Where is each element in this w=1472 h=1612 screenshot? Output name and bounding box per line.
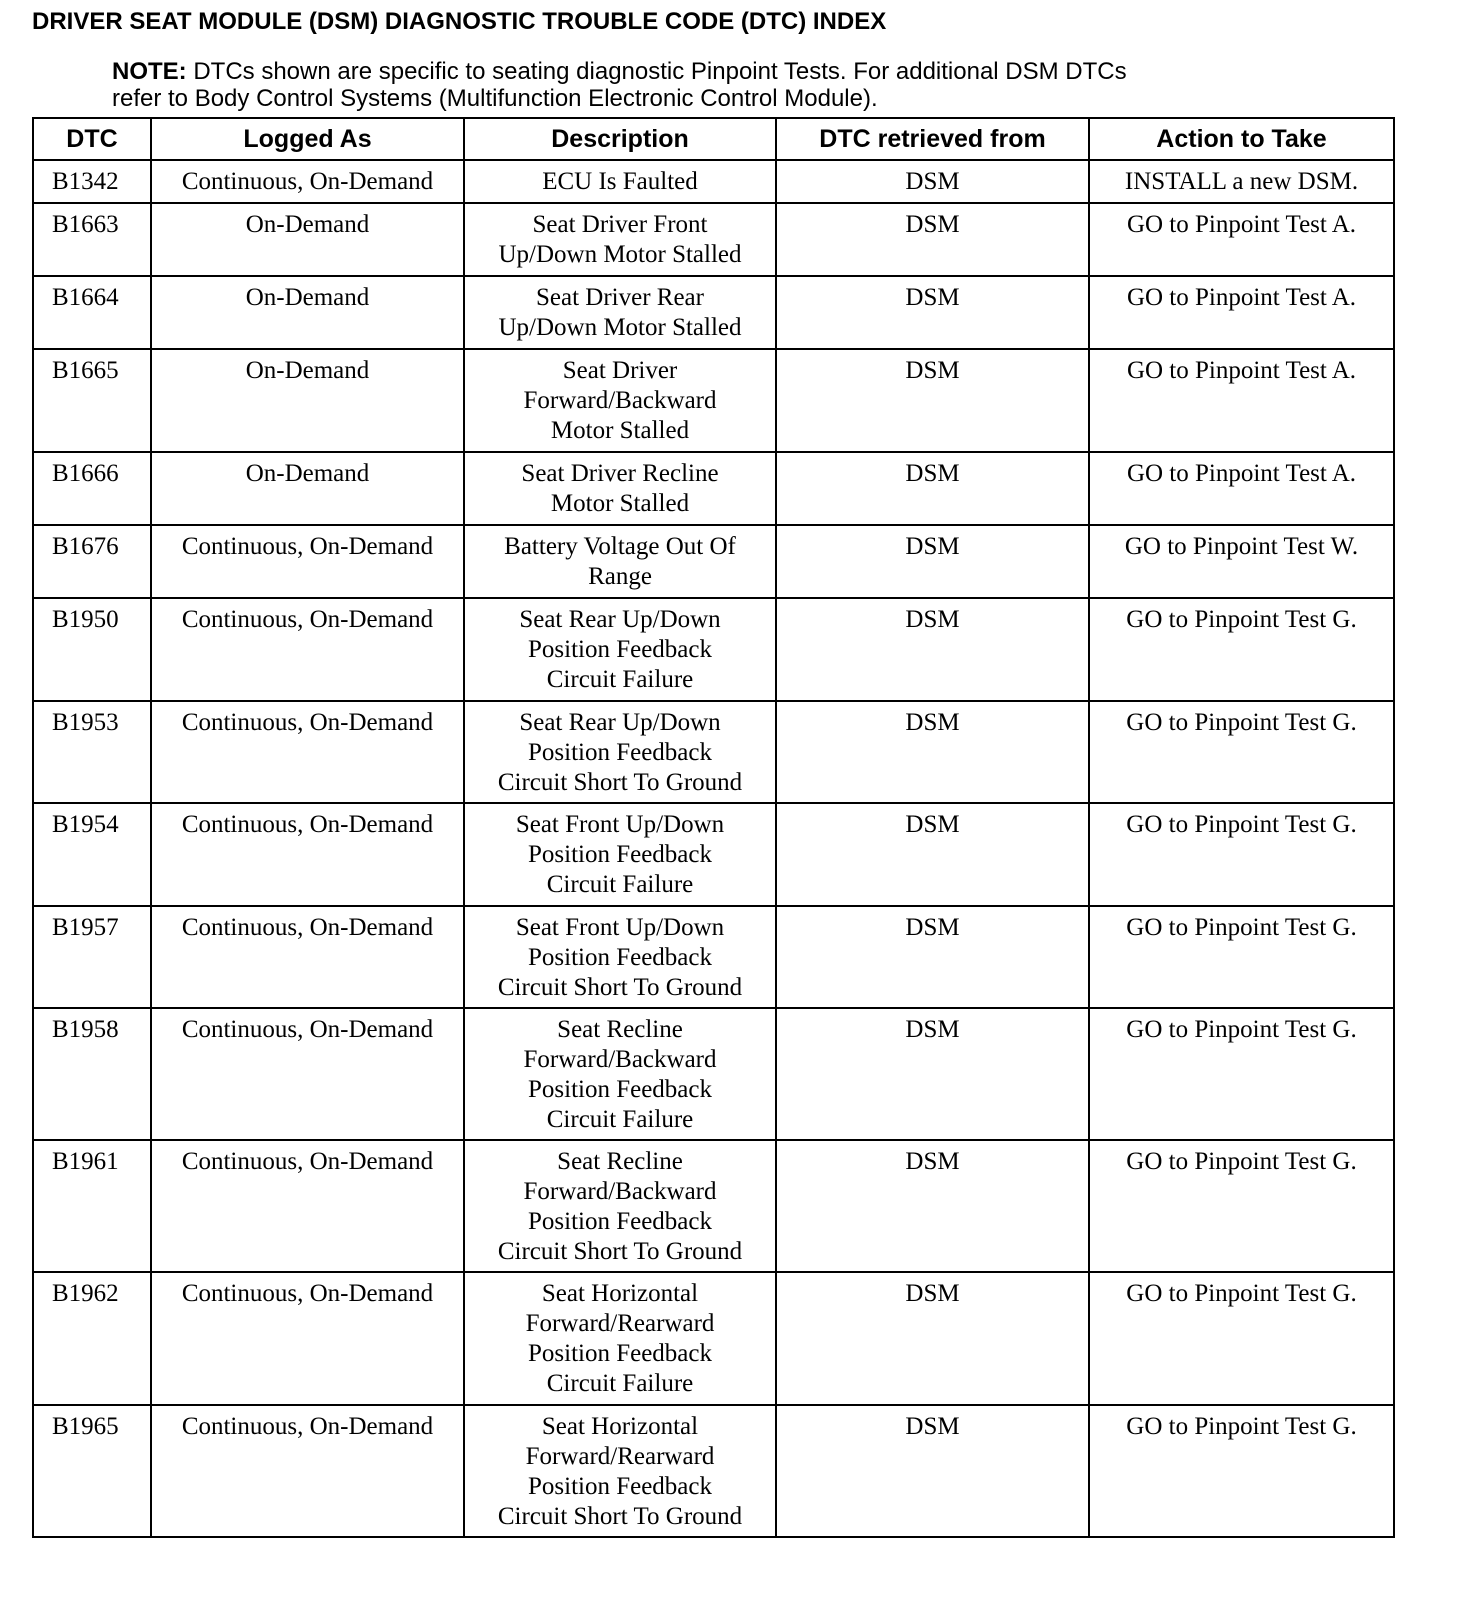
cell-retrieved-from: DSM xyxy=(776,1405,1089,1537)
cell-dtc: B1957 xyxy=(33,906,151,1008)
note-label: NOTE: xyxy=(112,58,187,85)
description-line: Position Feedback xyxy=(527,739,712,766)
table-row xyxy=(33,349,1394,452)
header-retrieved-from: DTC retrieved from xyxy=(776,118,1089,160)
cell-action: GO to Pinpoint Test G. xyxy=(1089,598,1394,701)
description-line: Motor Stalled xyxy=(550,417,690,444)
cell-action: GO to Pinpoint Test G. xyxy=(1089,701,1394,803)
description-line: Forward/Backward xyxy=(523,387,717,414)
description-line: Circuit Short To Ground xyxy=(497,1238,743,1265)
header-action: Action to Take xyxy=(1089,118,1394,160)
cell-action: GO to Pinpoint Test A. xyxy=(1089,203,1394,276)
header-dtc: DTC xyxy=(33,118,151,160)
cell-description xyxy=(464,1008,776,1140)
cell-action: GO to Pinpoint Test W. xyxy=(1089,525,1394,598)
description-line: Circuit Failure xyxy=(546,871,694,898)
description-line: Battery Voltage Out Of xyxy=(504,533,736,560)
table-row xyxy=(33,906,1394,1008)
table-header-row xyxy=(33,118,1394,160)
cell-description xyxy=(464,701,776,803)
cell-description xyxy=(464,452,776,525)
header-description: Description xyxy=(464,118,776,160)
description-line: Position Feedback xyxy=(527,1473,712,1500)
cell-action: GO to Pinpoint Test A. xyxy=(1089,349,1394,452)
cell-retrieved-from: DSM xyxy=(776,203,1089,276)
description-line: Range xyxy=(588,563,652,590)
table-row xyxy=(33,203,1394,276)
description-line: Forward/Backward xyxy=(523,1178,717,1205)
cell-logged-as: Continuous, On-Demand xyxy=(151,160,464,203)
description-line: Circuit Failure xyxy=(546,666,694,693)
cell-logged-as: On-Demand xyxy=(151,349,464,452)
table-row xyxy=(33,1272,1394,1405)
description-line: Seat Driver Front xyxy=(532,211,708,238)
header-logged-as: Logged As xyxy=(151,118,464,160)
cell-description xyxy=(464,1272,776,1405)
description-line: Up/Down Motor Stalled xyxy=(498,314,742,341)
dtc-table xyxy=(32,117,1395,1538)
description-line: Position Feedback xyxy=(527,1340,712,1367)
cell-logged-as: Continuous, On-Demand xyxy=(151,701,464,803)
cell-description xyxy=(464,525,776,598)
table-row xyxy=(33,803,1394,906)
description-line: Motor Stalled xyxy=(550,490,690,517)
page-title: DRIVER SEAT MODULE (DSM) DIAGNOSTIC TROUBLE CODE (DTC) INDEX xyxy=(32,8,887,35)
cell-dtc: B1962 xyxy=(33,1272,151,1405)
description-line: Seat Front Up/Down xyxy=(515,914,725,941)
table-row xyxy=(33,525,1394,598)
table-row xyxy=(33,1405,1394,1537)
cell-dtc: B1666 xyxy=(33,452,151,525)
cell-retrieved-from: DSM xyxy=(776,349,1089,452)
cell-dtc: B1965 xyxy=(33,1405,151,1537)
cell-dtc: B1954 xyxy=(33,803,151,906)
description-line: Forward/Rearward xyxy=(525,1310,715,1337)
cell-description xyxy=(464,1140,776,1272)
cell-logged-as: On-Demand xyxy=(151,203,464,276)
description-line: Circuit Short To Ground xyxy=(497,769,743,796)
description-line: Forward/Rearward xyxy=(525,1443,715,1470)
note-line2: refer to Body Control Systems (Multifunction Electronic Control Module). xyxy=(112,85,878,112)
cell-logged-as: Continuous, On-Demand xyxy=(151,1140,464,1272)
cell-logged-as: On-Demand xyxy=(151,452,464,525)
cell-dtc: B1665 xyxy=(33,349,151,452)
description-line: Seat Driver xyxy=(562,357,678,384)
cell-retrieved-from: DSM xyxy=(776,701,1089,803)
note-line1: DTCs shown are specific to seating diagnostic Pinpoint Tests. For additional DSM DTCs xyxy=(186,58,1127,85)
description-line: Circuit Failure xyxy=(546,1370,694,1397)
description-line: Position Feedback xyxy=(527,944,712,971)
cell-dtc: B1664 xyxy=(33,276,151,349)
cell-action: GO to Pinpoint Test G. xyxy=(1089,803,1394,906)
cell-retrieved-from: DSM xyxy=(776,1272,1089,1405)
cell-logged-as: Continuous, On-Demand xyxy=(151,906,464,1008)
description-line: Seat Rear Up/Down xyxy=(519,709,721,736)
description-line: Forward/Backward xyxy=(523,1046,717,1073)
table-row xyxy=(33,598,1394,701)
cell-retrieved-from: DSM xyxy=(776,906,1089,1008)
description-line: Seat Recline xyxy=(557,1148,683,1175)
description-line: Circuit Failure xyxy=(546,1106,694,1133)
cell-action: GO to Pinpoint Test G. xyxy=(1089,1140,1394,1272)
cell-logged-as: Continuous, On-Demand xyxy=(151,1008,464,1140)
cell-description xyxy=(464,276,776,349)
table-row xyxy=(33,1008,1394,1140)
description-line: Seat Horizontal xyxy=(541,1413,699,1440)
description-line: Position Feedback xyxy=(527,1076,712,1103)
table-row xyxy=(33,160,1394,203)
cell-dtc: B1953 xyxy=(33,701,151,803)
cell-dtc: B1958 xyxy=(33,1008,151,1140)
cell-logged-as: Continuous, On-Demand xyxy=(151,598,464,701)
cell-action: GO to Pinpoint Test G. xyxy=(1089,1008,1394,1140)
cell-action: GO to Pinpoint Test G. xyxy=(1089,1272,1394,1405)
cell-retrieved-from: DSM xyxy=(776,160,1089,203)
cell-description xyxy=(464,349,776,452)
description-line: Seat Front Up/Down xyxy=(515,811,725,838)
description-line: Position Feedback xyxy=(527,636,712,663)
cell-action: GO to Pinpoint Test G. xyxy=(1089,906,1394,1008)
cell-logged-as: Continuous, On-Demand xyxy=(151,1405,464,1537)
cell-action: GO to Pinpoint Test G. xyxy=(1089,1405,1394,1537)
cell-description xyxy=(464,906,776,1008)
cell-action: INSTALL a new DSM. xyxy=(1089,160,1394,203)
cell-retrieved-from: DSM xyxy=(776,803,1089,906)
description-line: Seat Horizontal xyxy=(541,1280,699,1307)
cell-retrieved-from: DSM xyxy=(776,276,1089,349)
cell-description xyxy=(464,160,776,203)
description-line: Seat Driver Rear xyxy=(536,284,704,311)
cell-description xyxy=(464,203,776,276)
cell-dtc: B1950 xyxy=(33,598,151,701)
cell-description xyxy=(464,803,776,906)
cell-retrieved-from: DSM xyxy=(776,1008,1089,1140)
description-line: Position Feedback xyxy=(527,841,712,868)
table-row xyxy=(33,276,1394,349)
table-row xyxy=(33,701,1394,803)
cell-logged-as: Continuous, On-Demand xyxy=(151,525,464,598)
description-line: Seat Rear Up/Down xyxy=(519,606,721,633)
cell-action: GO to Pinpoint Test A. xyxy=(1089,276,1394,349)
cell-dtc: B1342 xyxy=(33,160,151,203)
cell-dtc: B1961 xyxy=(33,1140,151,1272)
table-row xyxy=(33,1140,1394,1272)
description-line: Seat Driver Recline xyxy=(521,460,719,487)
cell-logged-as: On-Demand xyxy=(151,276,464,349)
cell-retrieved-from: DSM xyxy=(776,452,1089,525)
cell-dtc: B1676 xyxy=(33,525,151,598)
cell-retrieved-from: DSM xyxy=(776,525,1089,598)
table-row xyxy=(33,452,1394,525)
note xyxy=(112,58,1362,112)
cell-description xyxy=(464,598,776,701)
cell-description xyxy=(464,1405,776,1537)
cell-logged-as: Continuous, On-Demand xyxy=(151,1272,464,1405)
cell-logged-as: Continuous, On-Demand xyxy=(151,803,464,906)
description-line: ECU Is Faulted xyxy=(542,168,698,195)
description-line: Position Feedback xyxy=(527,1208,712,1235)
cell-retrieved-from: DSM xyxy=(776,598,1089,701)
cell-retrieved-from: DSM xyxy=(776,1140,1089,1272)
cell-action: GO to Pinpoint Test A. xyxy=(1089,452,1394,525)
description-line: Up/Down Motor Stalled xyxy=(498,241,742,268)
description-line: Circuit Short To Ground xyxy=(497,1503,743,1530)
cell-dtc: B1663 xyxy=(33,203,151,276)
description-line: Seat Recline xyxy=(557,1016,683,1043)
description-line: Circuit Short To Ground xyxy=(497,974,743,1001)
